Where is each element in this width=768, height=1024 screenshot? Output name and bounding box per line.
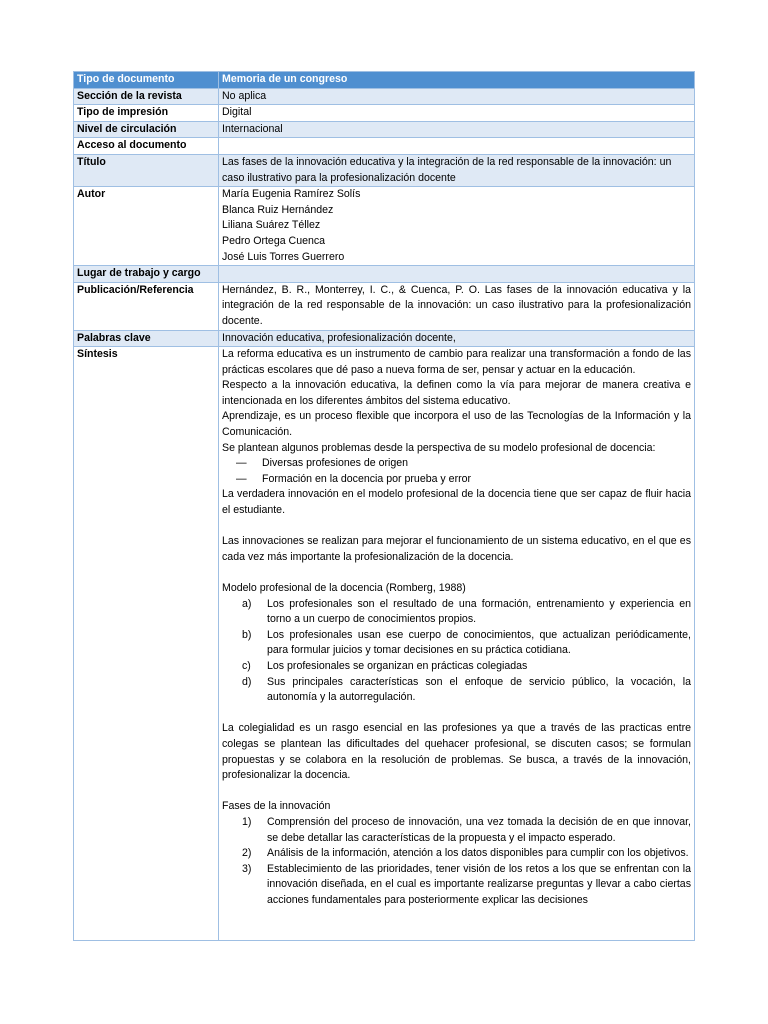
fases-list: [222, 815, 691, 909]
list-item: [222, 456, 691, 472]
row-value: No aplica: [219, 88, 695, 105]
paragraph: Aprendizaje, es un proceso flexible que incorpora el uso de las Tecnologías de la Información y la Comunicación.: [222, 410, 691, 439]
list-marker: 1): [242, 815, 252, 828]
authors-cell: [219, 187, 695, 266]
author-name: Blanca Ruiz Hernández: [222, 203, 334, 216]
row-label: Tipo de impresión: [74, 105, 219, 122]
metadata-table: [73, 71, 695, 941]
author-name: María Eugenia Ramírez Solís: [222, 188, 361, 201]
list-marker: a): [242, 597, 252, 610]
row-publicacion: [74, 282, 695, 330]
list-item: [222, 862, 691, 909]
row-palabras: [74, 330, 695, 347]
row-label: Publicación/Referencia: [74, 282, 219, 330]
row-label: Título: [74, 154, 219, 186]
list-item: [222, 597, 691, 628]
sintesis-cell: [219, 347, 695, 941]
list-item: [222, 815, 691, 846]
romberg-list: [222, 597, 691, 706]
list-marker: 2): [242, 847, 252, 860]
list-item: [222, 675, 691, 706]
paragraph: Fases de la innovación: [222, 800, 331, 813]
row-autor: [74, 187, 695, 266]
dash-marker: —: [236, 472, 247, 485]
dash-list: [222, 456, 691, 487]
dash-marker: —: [236, 457, 247, 470]
row-value: Innovación educativa, profesionalización docente,: [219, 330, 695, 347]
list-item-text: Sus principales características son el enfoque de servicio público, la vocación, la autonomía y la autorregulación.: [267, 675, 691, 704]
row-impresion: [74, 105, 695, 122]
spacer: [222, 784, 691, 800]
list-item-text: Análisis de la información, atención a los datos disponibles para cumplir con los objetivos.: [267, 847, 689, 860]
row-acceso: [74, 138, 695, 155]
paragraph: La colegialidad es un rasgo esencial en las profesiones ya que a través de las practicas entre colegas se plantean las dificultades del quehacer profesional, se discuten casos; se formulan propuestas y se colabora en la resolución de problemas. Se busca, a través de la innovación, profesionalizar la docencia.: [222, 722, 691, 782]
list-marker: c): [242, 659, 251, 672]
row-value: [219, 138, 695, 155]
spacer: [222, 565, 691, 581]
list-item-text: Comprensión del proceso de innovación, una vez tomada la decisión de en que innovar, se debe detallar las características de la propuesta y el impacto esperado.: [267, 815, 691, 844]
list-item-text: Formación en la docencia por prueba y error: [262, 472, 472, 485]
row-value: Las fases de la innovación educativa y la integración de la red responsable de la innovación: un caso ilustrativo para la profesionalización docente: [219, 154, 695, 186]
row-lugar: [74, 266, 695, 283]
row-label: Nivel de circulación: [74, 121, 219, 138]
list-item-text: Los profesionales son el resultado de una formación, entrenamiento y experiencia en torno a un cuerpo de conocimientos propios.: [267, 597, 691, 626]
author-name: Pedro Ortega Cuenca: [222, 234, 326, 247]
paragraph: Modelo profesional de la docencia (Romberg, 1988): [222, 582, 466, 594]
paragraph: La reforma educativa es un instrumento de cambio para realizar una transformación a fondo de las prácticas escolares que dé paso a nueva forma de ser, pensar y actuar en la educación.: [222, 348, 691, 376]
row-value: Digital: [219, 105, 695, 122]
header-value: Memoria de un congreso: [219, 72, 695, 89]
list-marker: d): [242, 675, 252, 688]
author-name: José Luis Torres Guerrero: [222, 250, 345, 263]
paragraph: La verdadera innovación en el modelo profesional de la docencia tiene que ser capaz de fluir hacia el estudiante.: [222, 488, 691, 517]
row-label: Autor: [74, 187, 219, 266]
list-item-text: Los profesionales se organizan en prácticas colegiadas: [267, 659, 528, 672]
row-sintesis: [74, 347, 695, 941]
spacer: [222, 519, 691, 535]
row-label: Acceso al documento: [74, 138, 219, 155]
row-label: Lugar de trabajo y cargo: [74, 266, 219, 283]
list-item: [222, 846, 691, 862]
list-item: [222, 628, 691, 659]
document-page: [73, 71, 694, 941]
header-label: Tipo de documento: [74, 72, 219, 89]
list-item: [222, 659, 691, 675]
row-value: [219, 266, 695, 283]
paragraph: Respecto a la innovación educativa, la definen como la vía para mejorar de manera creativa e intencionada en los diferentes ámbitos del sistema educativo.: [222, 379, 691, 407]
list-item-text: Establecimiento de las prioridades, tener visión de los retos a los que se enfrentan con la innovación diseñada, en el cual es importante realizarse preguntas y llevar a cabo ciertas acciones fundamentales para posteriormente explicar las decisiones: [267, 862, 691, 906]
paragraph: Las innovaciones se realizan para mejorar el funcionamiento de un sistema educativo, en el que es cada vez más importante la profesionalización de la docencia.: [222, 535, 691, 563]
table-header-row: [74, 72, 695, 89]
list-item: [222, 472, 691, 488]
row-label: Palabras clave: [74, 330, 219, 347]
row-seccion: [74, 88, 695, 105]
list-item-text: Diversas profesiones de origen: [262, 457, 409, 470]
author-name: Liliana Suárez Téllez: [222, 219, 321, 232]
row-label: Sección de la revista: [74, 88, 219, 105]
list-marker: 3): [242, 862, 252, 875]
row-titulo: [74, 154, 695, 186]
list-item-text: Los profesionales usan ese cuerpo de conocimientos, que actualizan periódicamente, para formular juicios y tomar decisiones en su práctica cotidiana.: [267, 628, 691, 657]
row-value: Internacional: [219, 121, 695, 138]
paragraph: Se plantean algunos problemas desde la perspectiva de su modelo profesional de docencia:: [222, 441, 656, 454]
row-nivel: [74, 121, 695, 138]
sintesis-content: [222, 347, 691, 940]
spacer: [222, 706, 691, 722]
list-marker: b): [242, 628, 252, 641]
row-value: Hernández, B. R., Monterrey, I. C., & Cuenca, P. O. Las fases de la innovación educativa y la integración de la red responsable de la innovación: un caso ilustrativo para la profesionalización docente.: [219, 282, 695, 330]
row-label: Síntesis: [74, 347, 219, 941]
